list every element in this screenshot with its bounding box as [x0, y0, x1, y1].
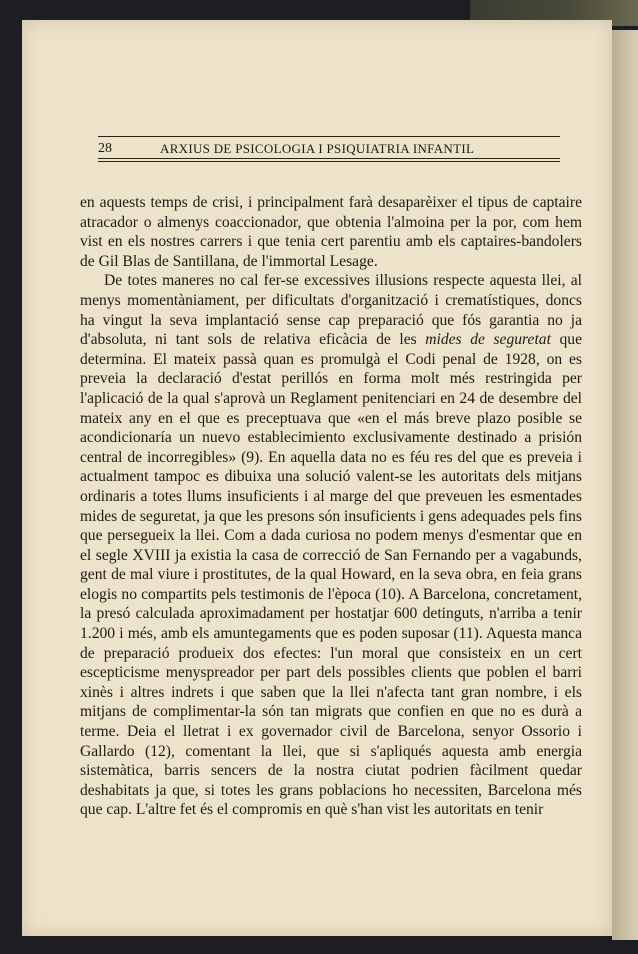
text-run: De totes maneres no cal fer-se excessives illusions respecte aquesta llei, al menys momentàniament, per dificultats d'organització i crematístiques, doncs ha vingut la seva implantació sense cap preparació que fós garantia no ja d'absoluta, ni tant sols de relativa eficàcia de les [80, 272, 582, 349]
paragraph [80, 271, 582, 820]
header-rule-bottom [98, 158, 560, 162]
emphasis: mides de seguretat [425, 331, 551, 349]
next-page-edge [612, 30, 638, 940]
text-run: que determina. El mateix passà quan es promulgà el Codi penal de 1928, on es preveia la declaració d'estat perillós en forma molt més restringida per l'aplicació de la qual s'aprovà un Reglament penitenciari en 24 de desembre del mateix any en el que es preceptuava que «en el más breve plazo posible se acondicionaría un nuevo establecimiento exclusivamente destinado a prisión central de incorregibles» (9). En aquella data no es féu res del que es preveia i actualment tampoc es dibuixa una solució valent-se les autoritats dels mitjans ordinaris a totes llums insuficients i al marge del que preveuen les esmentades mides de seguretat, ja que les presons són insuficients i gens adequades pels fins que persegueix la llei. Com a dada curiosa no podem menys d'esmentar que en el segle XVIII ja existia la casa de correcció de San Fernando per a vagabunds, gent de mal viure i prostitutes, de la qual Howard, en la seva obra, en feia grans elogis no compartits pels testimonis de l'època (10). A Barcelona, concretament, la presó calculada aproximadament per hostatjar 600 detinguts, n'arriba a tenir 1.200 i més, amb els amuntegaments que es poden suposar (11). Aquesta manca de preparació produeix dos efectes: l'un moral que consisteix en un cert escepticisme menyspreador per part dels possibles clients que poblen el barri xinès i altres indrets i que saben que la llei n'afecta tant gran nombre, i els mitjans de complimentar-la són tan migrats que confien en que no es durà a terme. Deia el lletrat i ex governador civil de Barcelona, senyor Ossorio i Gallardo (12), comentant la llei, que si s'apliqués aquesta amb energia sistemàtica, barris sencers de la nostra ciutat podrien fàcilment quedar deshabitats ja que, si totes les grans poblacions ho necessiten, Barcelona més que cap. L'altre fet és el compromis en què s'han vist les autoritats en tenir [80, 331, 582, 819]
running-title: ARXIUS DE PSICOLOGIA I PSIQUIATRIA INFANTIL [160, 141, 475, 156]
running-header [98, 136, 560, 162]
header-rule-top [98, 136, 560, 137]
page-number: 28 [98, 141, 112, 156]
paragraph: en aquests temps de crisi, i principalment farà desaparèixer el tipus de captaire atracador o almenys coaccionador, que obtenia l'almoina per la por, com hem vist en els nostres carrers i que tenia cert parentiu amb els captaires-bandolers de Gil Blas de Santillana, de l'immortal Lesage. [80, 194, 582, 270]
body-text [80, 193, 582, 820]
